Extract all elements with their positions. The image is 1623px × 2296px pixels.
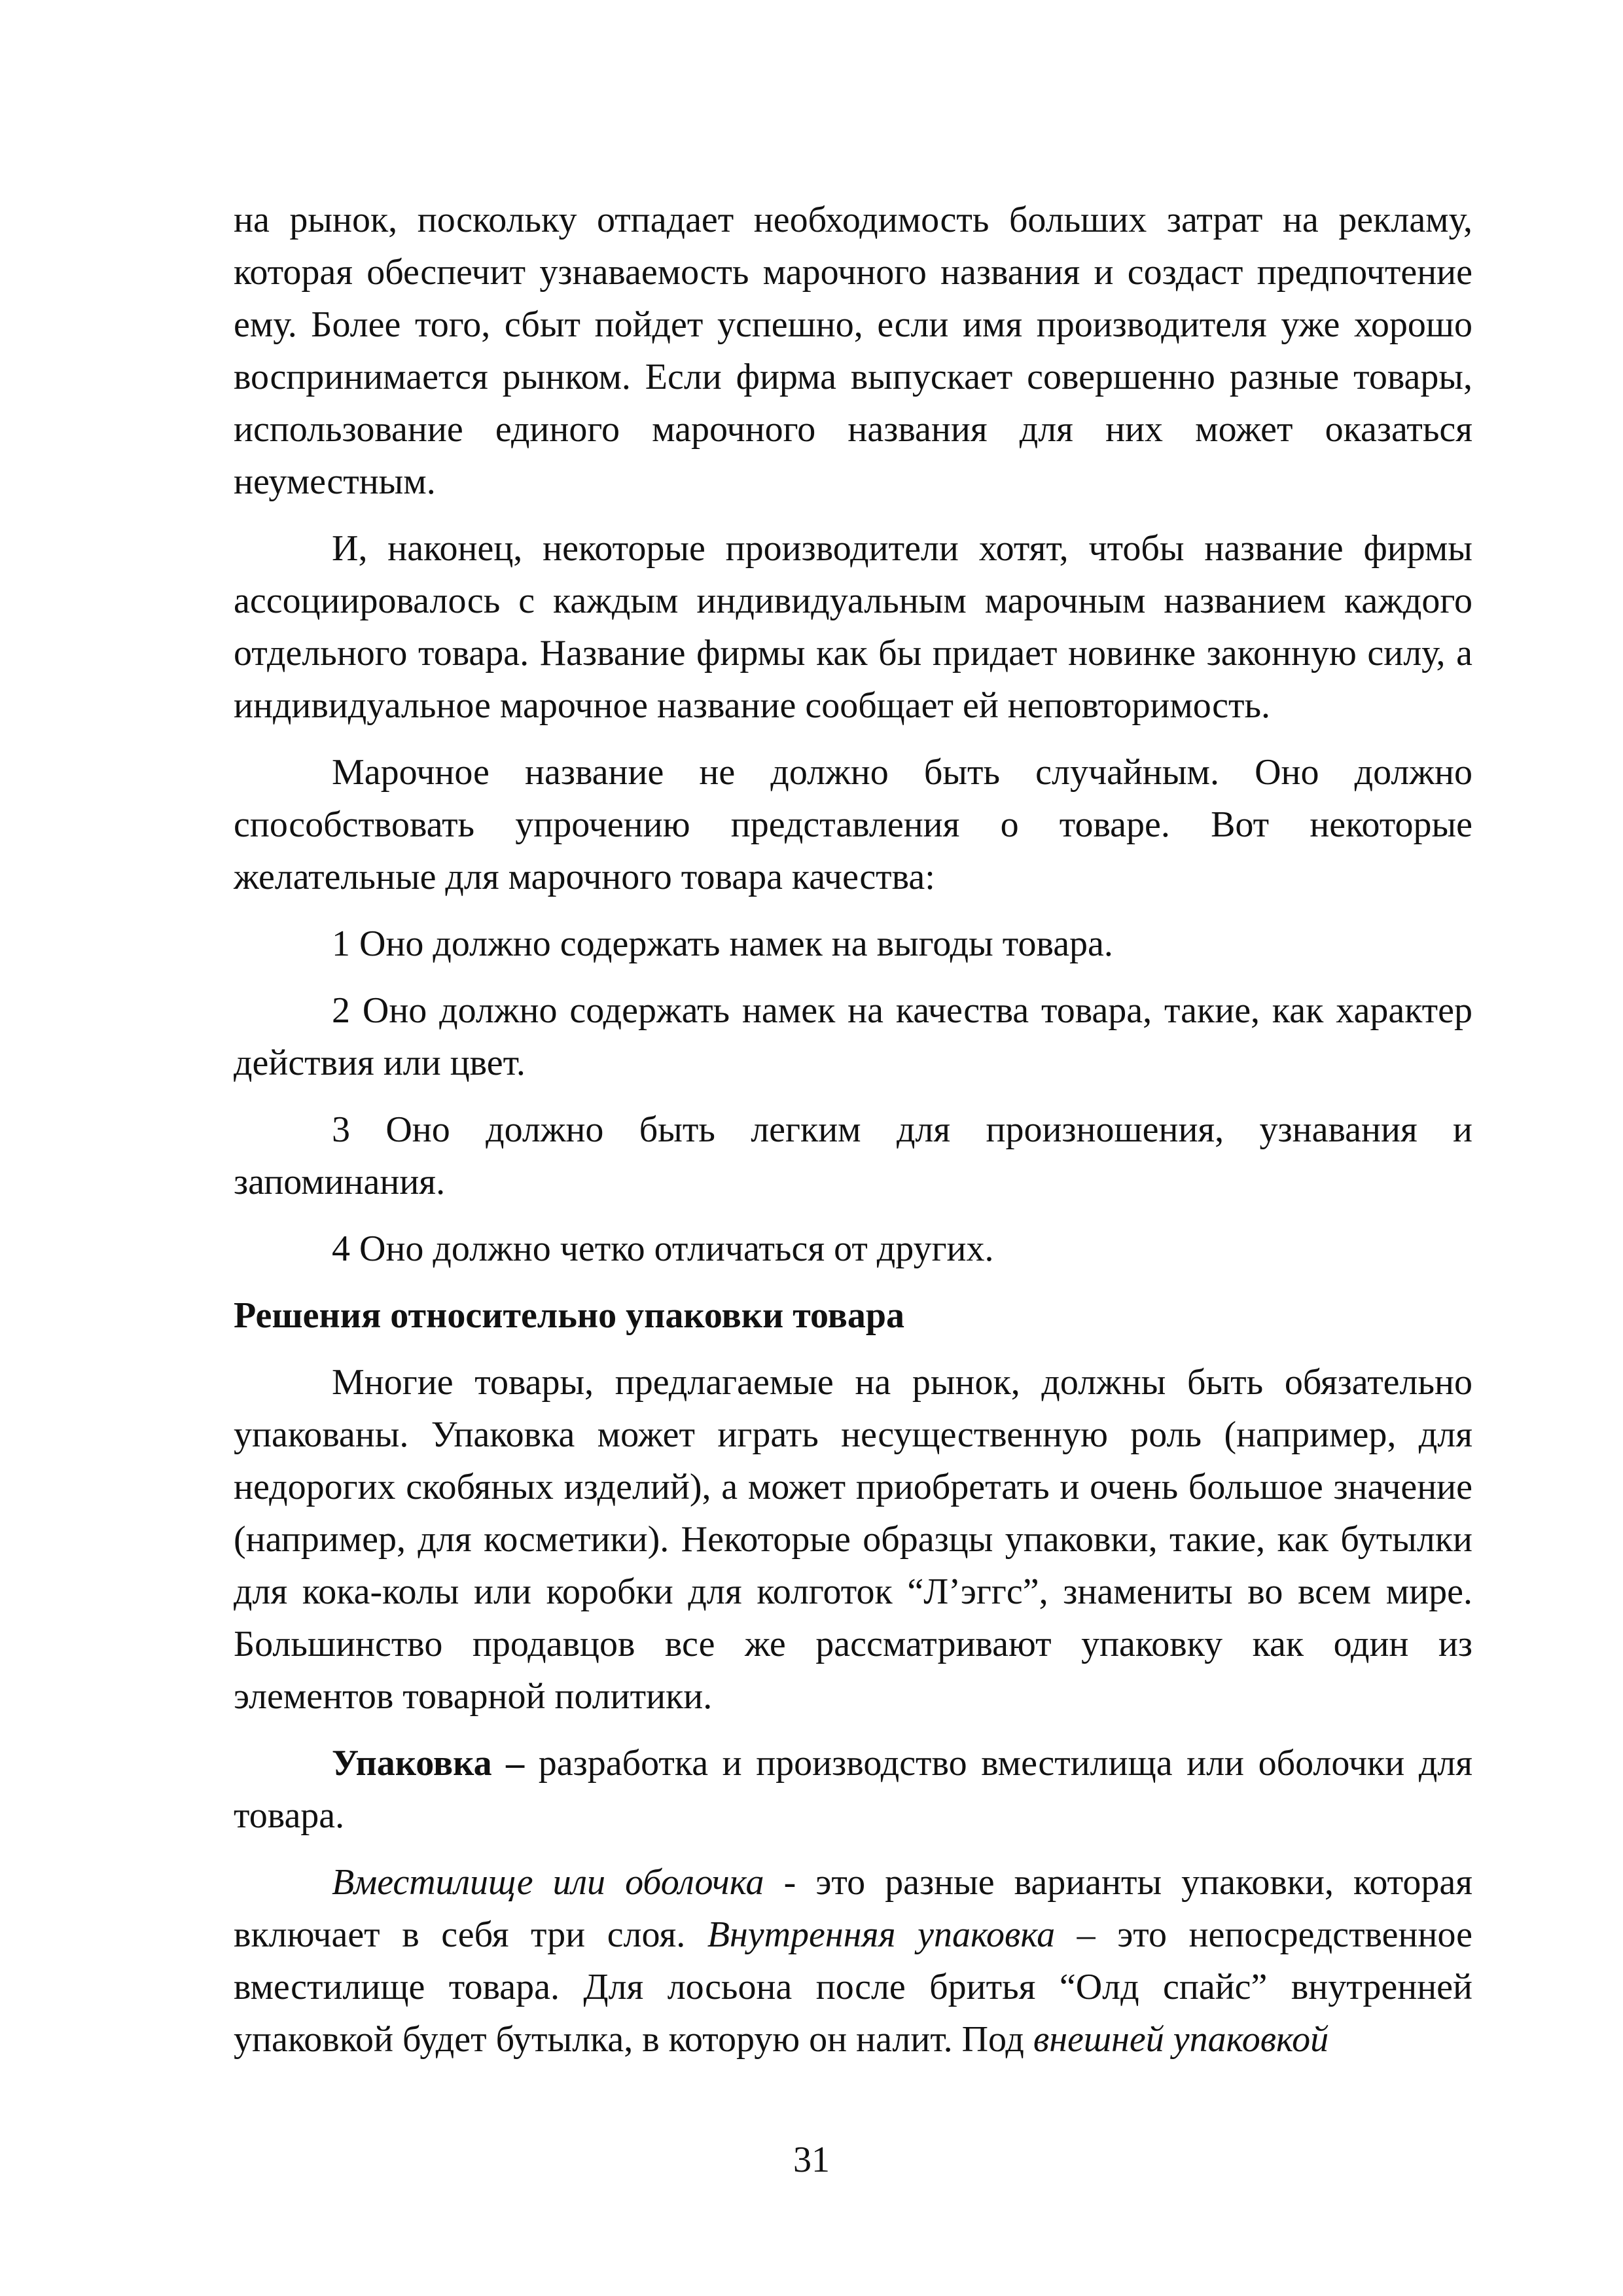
page-body: [234, 194, 1472, 2080]
list-item: 4 Оно должно четко отличаться от других.: [332, 1229, 994, 1269]
list-item: 2 Оно должно содержать намек на качества товара, такие, как характер действия или цвет.: [234, 990, 1472, 1083]
paragraph: на рынок, поскольку отпадает необходимость больших затрат на рекламу, которая обеспечит узнаваемость марочного названия и создаст предпочтение ему. Более того, сбыт пойдет успешно, если имя производителя уже хорошо воспринимается рынком. Если фирма выпускает совершенно разные товары, использование единого марочного названия для них может оказаться неуместным.: [234, 200, 1472, 502]
paragraph-text: - это разные варианты упаковки, которая включает в себя три слоя.: [234, 1862, 1472, 1955]
page-number: 31: [793, 2140, 830, 2180]
paragraph: Марочное название не должно быть случайным. Оно должно способствовать упрочению представления о товаре. Вот некоторые желательные для марочного товара качества:: [234, 752, 1472, 897]
list-item: 3 Оно должно быть легким для произношения, узнавания и запоминания.: [234, 1109, 1472, 1202]
italic-term: Вместилище или оболочка: [332, 1862, 764, 1903]
definition-text: разработка и производство вместилища или оболочки для товара.: [234, 1743, 1473, 1836]
paragraph: И, наконец, некоторые производители хотят, чтобы название фирмы ассоциировалось с каждым индивидуальным марочным названием каждого отдельного товара. Название фирмы как бы придает новинке законную силу, а индивидуальное марочное название сообщает ей неповторимость.: [234, 528, 1472, 726]
list-item: 1 Оно должно содержать намек на выгоды товара.: [332, 924, 1113, 964]
paragraph-text: – это непосредственное вместилище товара. Для лосьона после бритья “Олд спайс” внутренней упаковкой будет бутылка, в которую он налит. Под: [234, 1914, 1473, 2060]
italic-term: Внутренняя упаковка: [707, 1914, 1056, 1955]
definition-term: Упаковка –: [332, 1743, 525, 1784]
paragraph: Многие товары, предлагаемые на рынок, должны быть обязательно упакованы. Упаковка может играть несущественную роль (например, для недорогих скобяных изделий), а может приобретать и очень большое значение (например, для косметики). Некоторые образцы упаковки, такие, как бутылки для кока-колы или коробки для колготок “Л’эггс”, знамениты во всем мире. Большинство продавцов все же рассматривают упаковку как один из элементов товарной политики.: [234, 1362, 1472, 1717]
italic-term: внешней упаковкой: [1033, 2019, 1329, 2060]
definition-paragraph: [234, 1737, 1472, 1842]
paragraph: [234, 1856, 1472, 2066]
section-heading: Решения относительно упаковки товара: [234, 1295, 905, 1336]
